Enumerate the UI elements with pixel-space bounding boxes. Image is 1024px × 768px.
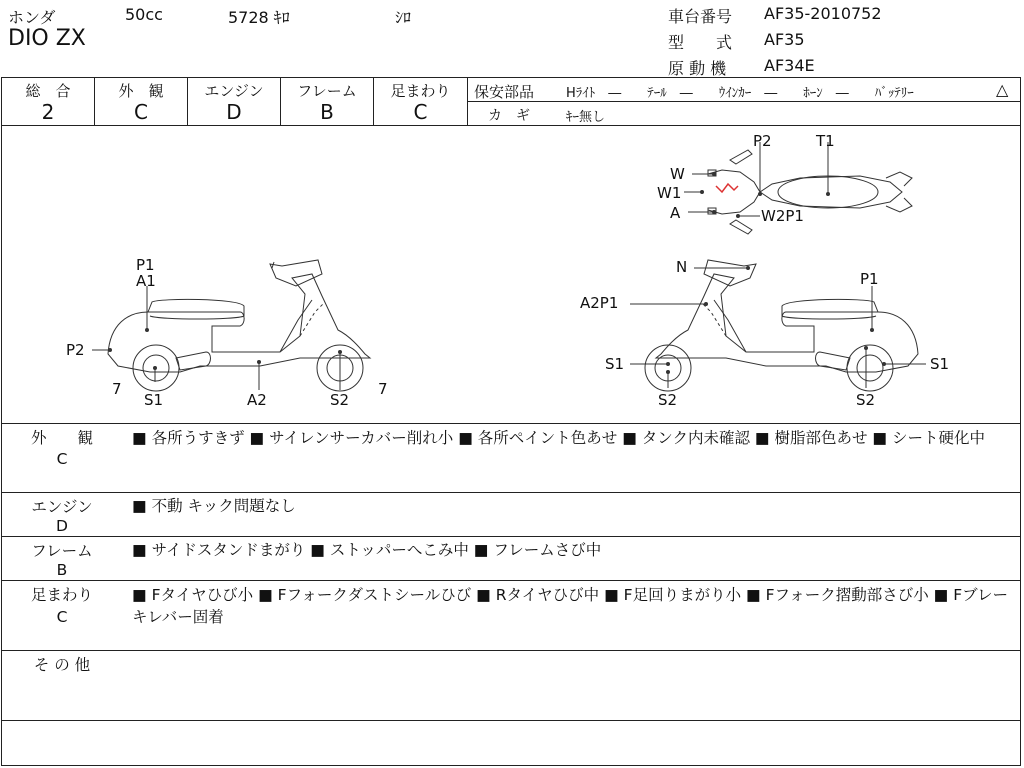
diagram-label-right-s2a: S2 bbox=[658, 391, 678, 409]
grade-value-suspension: C bbox=[413, 100, 428, 124]
damage-mark-scratch bbox=[716, 184, 738, 192]
divider bbox=[1, 650, 1021, 651]
frame-comment: ■ サイドスタンドまがり ■ ストッパーへこみ中 ■ フレームさび中 bbox=[132, 541, 602, 559]
grade-label-frame: フレーム bbox=[297, 82, 357, 100]
safety-label: 保安部品 bbox=[474, 83, 535, 101]
suspension-section-title: 足まわり bbox=[30, 586, 93, 604]
key-label: カ ギ bbox=[488, 108, 530, 124]
grade-value-engine: D bbox=[226, 100, 242, 124]
exterior-section-title: 外 観 bbox=[30, 429, 93, 447]
suspension-section-grade: C bbox=[56, 608, 68, 626]
diagram-label-left-a2: A2 bbox=[247, 391, 267, 409]
divider bbox=[1, 492, 1021, 493]
exterior-comment: ■ 各所うすきず ■ サイレンサーカバー削れ小 ■ 各所ペイント色あせ ■ タンク内未確認 ■ 樹脂部色あせ ■ シート硬化中 bbox=[132, 429, 985, 447]
exterior-section-grade: C bbox=[56, 450, 68, 468]
diagram-label-right-s1b: S1 bbox=[930, 355, 950, 373]
diagram-label-left-7b: 7 bbox=[378, 380, 388, 398]
engine-section-grade: D bbox=[56, 517, 68, 535]
battery-status-icon: △ bbox=[996, 80, 1009, 99]
grade-label-engine: エンジン bbox=[204, 82, 264, 100]
grade-value-frame: B bbox=[320, 100, 334, 124]
grade-label-exterior: 外 観 bbox=[118, 82, 164, 100]
grade-label-suspension: 足まわり bbox=[390, 82, 451, 100]
damage-diagram bbox=[0, 126, 1022, 424]
diagram-label-right-s1a: S1 bbox=[605, 355, 625, 373]
type-value: AF35 bbox=[764, 30, 805, 49]
grade-value-overall: 2 bbox=[41, 100, 55, 124]
diagram-label-left-p1: P1 bbox=[136, 256, 155, 274]
diagram-label-right-a2p1: A2P1 bbox=[580, 294, 619, 312]
engine-label: 原 動 機 bbox=[668, 59, 727, 78]
frame-section-grade: B bbox=[56, 561, 68, 579]
maker: ホンダ bbox=[8, 8, 56, 27]
type-label: 型 式 bbox=[668, 33, 733, 52]
diagram-label-top-t1: T1 bbox=[816, 132, 835, 150]
diagram-label-left-a1: A1 bbox=[136, 272, 156, 290]
divider bbox=[1, 536, 1021, 537]
diagram-label-right-s2b: S2 bbox=[856, 391, 876, 409]
diagram-label-top-a: A bbox=[670, 204, 681, 222]
divider bbox=[1, 580, 1021, 581]
engine-comment: ■ 不動 キック問題なし bbox=[132, 497, 296, 515]
diagram-label-top-w2p1: W2P1 bbox=[761, 207, 804, 225]
model-name: DIO ZX bbox=[8, 26, 86, 51]
diagram-label-left-p2: P2 bbox=[66, 341, 85, 359]
leader-lines bbox=[92, 142, 926, 390]
diagram-label-right-p1: P1 bbox=[860, 270, 879, 288]
divider bbox=[1, 720, 1021, 721]
divider bbox=[1, 423, 1021, 424]
scooter-top-view bbox=[708, 150, 912, 234]
other-section-title: そ の 他 bbox=[33, 656, 91, 674]
diagram-label-right-n: N bbox=[676, 258, 688, 276]
diagram-label-top-w1: W1 bbox=[657, 184, 682, 202]
divider bbox=[467, 77, 468, 125]
grade-label-overall: 総 合 bbox=[25, 82, 71, 100]
engine-section-title: エンジン bbox=[31, 498, 93, 516]
displacement: 50cc bbox=[125, 5, 163, 24]
frame-section-title: フレーム bbox=[31, 542, 93, 560]
key-value: ｷｰ無し bbox=[566, 110, 606, 125]
frame-no: AF35-2010752 bbox=[764, 4, 882, 23]
diagram-label-top-w: W bbox=[670, 165, 685, 183]
diagram-label-top-p2: P2 bbox=[753, 132, 772, 150]
body-color: ｼﾛ bbox=[395, 8, 412, 27]
frame-no-label: 車台番号 bbox=[668, 7, 733, 26]
leader-dots bbox=[108, 172, 886, 374]
diagram-label-left-s2: S2 bbox=[330, 391, 350, 409]
engine-value: AF34E bbox=[764, 56, 815, 75]
grade-value-exterior: C bbox=[134, 100, 148, 124]
safety-items: Hﾗｲﾄ ― ﾃｰﾙ ― ｳｲﾝｶｰ ― ﾎｰﾝ ― ﾊﾞｯﾃﾘｰ bbox=[566, 86, 914, 101]
diagram-label-left-7a: 7 bbox=[112, 380, 122, 398]
divider bbox=[468, 101, 1021, 102]
diagram-label-left-s1: S1 bbox=[144, 391, 164, 409]
suspension-comment: ■ Fタイヤひび小 ■ Fフォークダストシールひび ■ Rタイヤひび中 ■ F足回りまがり小 ■ Fフォーク摺動部さび小 ■ Fブレーキレバー固着 bbox=[132, 586, 1009, 626]
mileage: 5728 ｷﾛ bbox=[228, 8, 290, 27]
